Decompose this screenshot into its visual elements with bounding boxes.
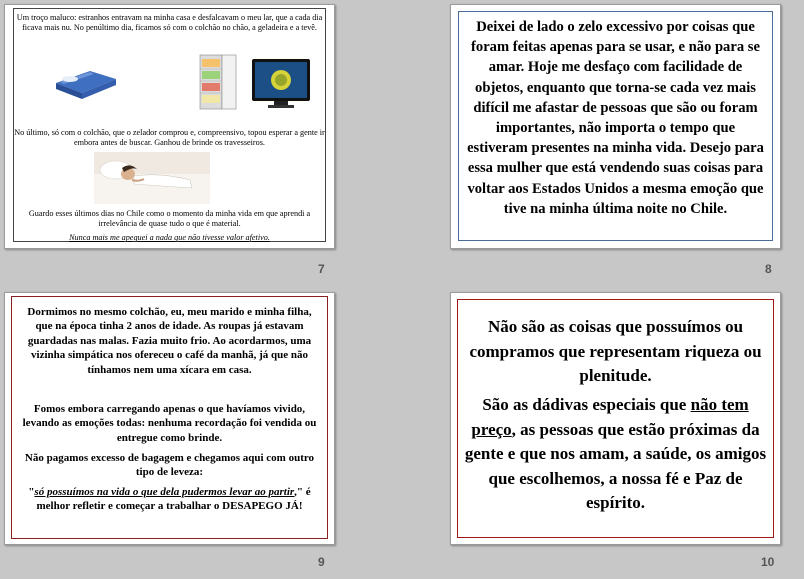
slide-10-paragraph-2-end: , as pessoas que estão próximas da gente e que nos amam, a saúde, os amigos que escolhemos, a nossa fé e Paz de espírito.	[464, 419, 767, 512]
slide-7-paragraph-2: No último, só com o colchão, que o zelador comprou e, compreensivo, topou esperar a gente ir embora antes de buscar. Ganhou de brinde os travesseiros.	[14, 128, 325, 147]
slide-10-frame	[457, 299, 774, 538]
slide-8-number: 8	[765, 262, 772, 276]
slide-9-number: 9	[318, 555, 325, 569]
slide-7-thumbnail[interactable]	[4, 4, 335, 249]
woman-sleeping-image	[94, 152, 210, 204]
slide-9-quote-open: "	[28, 486, 35, 498]
slide-10-paragraph-2	[462, 393, 769, 516]
slide-9-quote-close: ,"	[294, 486, 304, 498]
slide-10-thumbnail[interactable]	[450, 292, 781, 545]
slide-9-paragraph-1: Dormimos no mesmo colchão, eu, meu marido e minha filha, que na época tinha 2 anos de idade. As roupas já estavam guardadas nas malas. Fazia muito frio. Ao acordarmos, uma vizinha simpática nos ofereceu o café da manhã, já que não tínhamos nem uma xícara em casa.	[27, 306, 312, 376]
television-image	[250, 57, 312, 111]
slide-9-paragraph-4	[20, 485, 319, 514]
slide-7-paragraph-3: Guardo esses últimos dias no Chile como o momento da minha vida em que aprendi a irrelevância de quase tudo o que é material.	[28, 209, 311, 228]
slide-10-underlined-phrase: não tem preço	[471, 395, 749, 439]
air-mattress-image	[50, 61, 120, 103]
slide-9-paragraph-3: Não pagamos excesso de bagagem e chegamos aqui com outro tipo de leveza:	[24, 452, 315, 479]
slide-7-frame	[13, 8, 326, 242]
slide-10-number: 10	[761, 555, 775, 569]
slide-7-number: 7	[318, 262, 325, 276]
slide-10-paragraph-1: Não são as coisas que possuímos ou compramos que representam riqueza ou plenitude.	[469, 317, 762, 385]
slide-9-paragraph-4-rest: é melhor refletir e começar a trabalhar o DESAPEGO JÁ!	[36, 486, 311, 513]
slide-9-quote: só possuímos na vida o que dela pudermos levar ao partir	[34, 486, 295, 498]
refrigerator-image	[192, 53, 242, 111]
slide-8-frame	[458, 11, 773, 241]
slide-8-text: Deixei de lado o zelo excessivo por coisas que foram feitas apenas para se usar, e não para se amar. Hoje me desfaço com facilidade de objetos, enquanto que torna-se cada vez mais difícil me afastar de pessoas que são ou foram importantes, não importa o tempo que estiveram presentes na minha vida. Desejo para essa mulher que está vendendo suas coisas para voltar aos Estados Unidos a mesma emoção que tive na minha última noite no Chile.	[467, 19, 764, 217]
slide-7-paragraph-1: Um troço maluco: estranhos entravam na minha casa e desfalcavam o meu lar, que a cada dia ficava mais nu. No penúltimo dia, ficamos só com o colchão no chão, a geladeira e a tevê.	[16, 13, 323, 32]
slide-9-paragraph-2: Fomos embora carregando apenas o que havíamos vivido, levando as emoções todas: nenhuma recordação foi vendida ou entregue como brinde.	[22, 403, 317, 444]
slide-7-closing-line: Nunca mais me apeguei a nada que não tivesse valor afetivo.	[69, 233, 270, 242]
slide-9-frame	[11, 296, 328, 539]
slide-10-paragraph-2-start: São as dádivas especiais que	[482, 395, 691, 414]
slide-9-thumbnail[interactable]	[4, 292, 335, 545]
slide-8-thumbnail[interactable]	[450, 4, 781, 249]
